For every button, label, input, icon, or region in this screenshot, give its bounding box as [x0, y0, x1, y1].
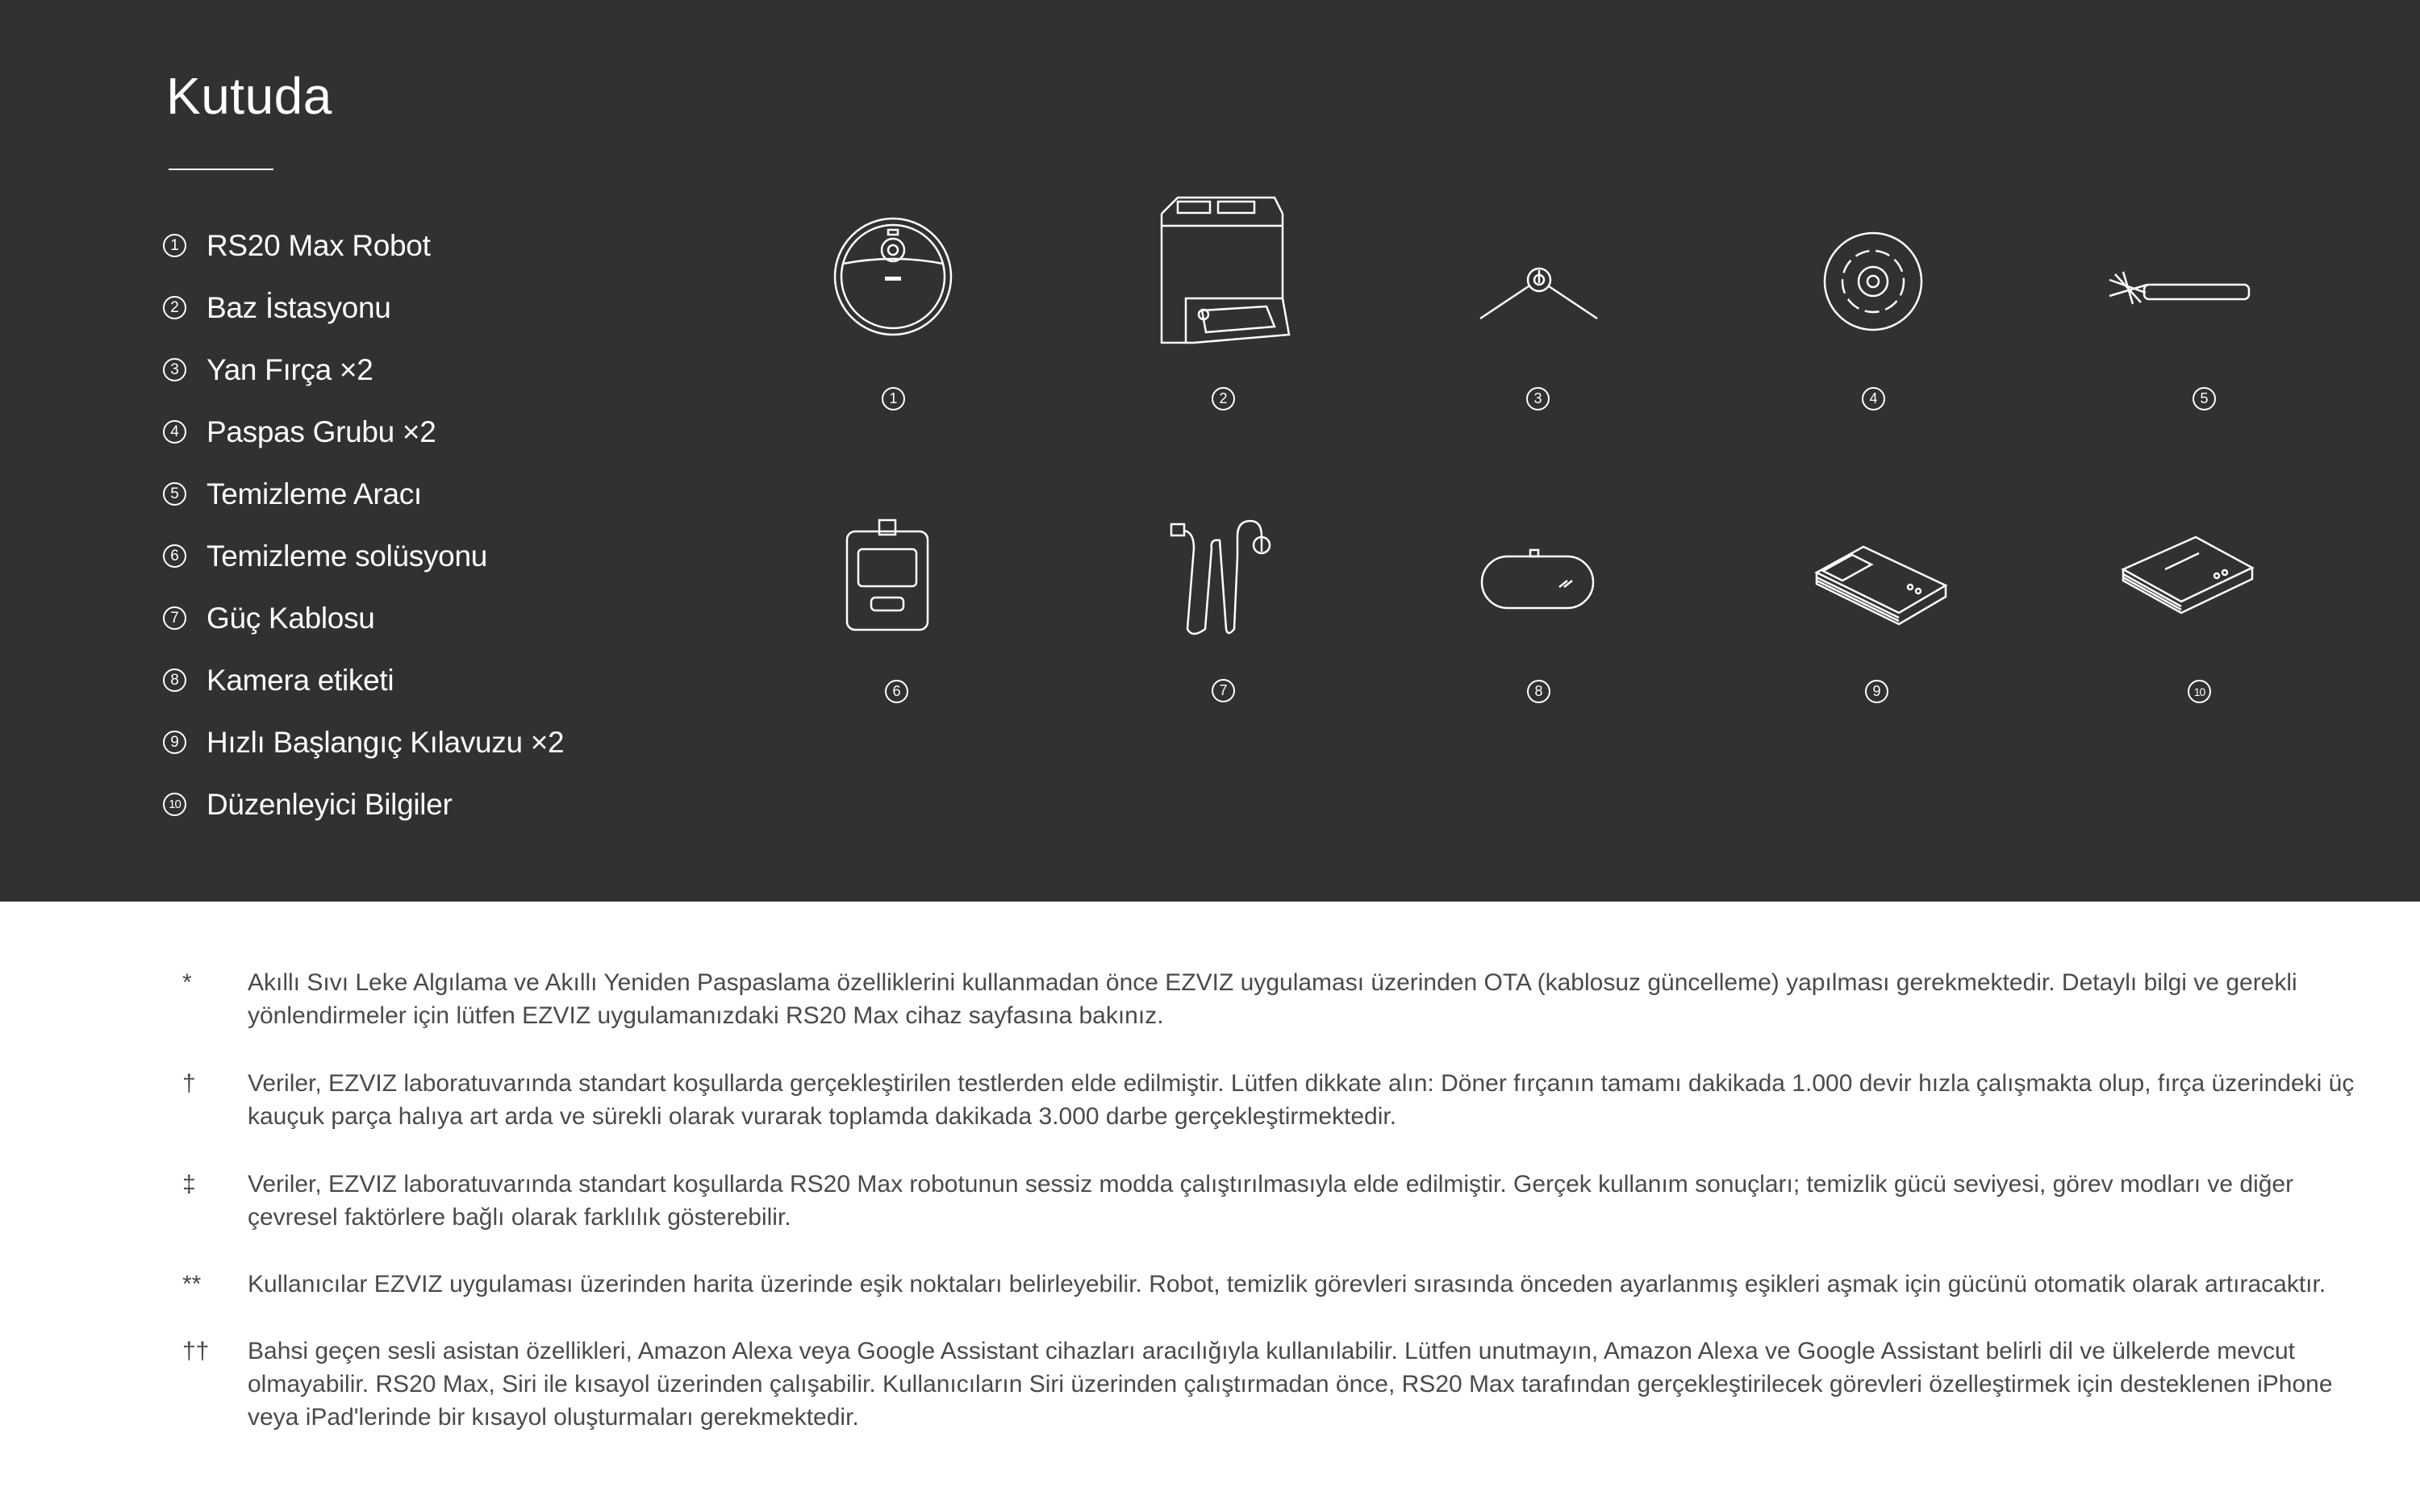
item-label: Güç Kablosu — [207, 601, 375, 635]
camera-sticker-icon — [1480, 548, 1601, 613]
product-number: 6 — [885, 680, 908, 703]
footnote-mark: † — [182, 1070, 196, 1097]
product-number: 2 — [1212, 387, 1235, 410]
product-number: 9 — [1865, 680, 1888, 703]
footnote-mark: ** — [182, 1271, 202, 1297]
item-number: 2 — [163, 296, 186, 319]
list-item — [163, 277, 564, 339]
product-number: 8 — [1527, 680, 1550, 703]
footnote-mark: †† — [182, 1338, 210, 1364]
footnote — [182, 1168, 2376, 1234]
footnote-text: Bahsi geçen sesli asistan özellikleri, Amazon Alexa veya Google Assistant cihazları aracılığıyla kullanılabilir. Lütfen unutmayın, Amazon Alexa ve Google Assistant belirli dil ve ülkelerde mevcut olmayabilir. RS20 Max, Siri ile kısayol üzerinden çalışabilir. Kullanıcıların Siri üzerinden çalıştırmadan önce, RS20 Max tarafından gerçekleştirilecek görevleri özelleştirmek için desteklenen iPhone veya iPad'lerinde bir kısayol oluşturmaları gerekmektedir. — [248, 1338, 2333, 1431]
list-item — [163, 649, 564, 711]
item-label: Temizleme solüsyonu — [207, 539, 488, 573]
footnote-mark: * — [182, 969, 192, 996]
power-cable-icon — [1170, 516, 1275, 645]
list-item — [163, 463, 564, 525]
product-number: 4 — [1862, 387, 1885, 410]
list-item — [163, 401, 564, 463]
footnote — [182, 1268, 2376, 1301]
product-number: 5 — [2193, 387, 2216, 410]
quick-start-guide-icon — [1815, 540, 1952, 629]
item-label: Baz İstasyonu — [207, 290, 391, 324]
footnotes-section — [0, 902, 2420, 1512]
item-label: Temizleme Aracı — [207, 477, 422, 510]
item-number: 1 — [163, 234, 186, 257]
footnote — [182, 1335, 2376, 1434]
item-number: 8 — [163, 669, 186, 692]
product-number: 7 — [1212, 679, 1235, 702]
footnote — [182, 1067, 2376, 1133]
footnote-text: Kullanıcılar EZVIZ uygulaması üzerinden harita üzerinde eşik noktaları belirleyebilir. Robot, temizlik görevleri sırasında önceden ayarlanmış eşikleri aşmak için gücünü otomatik olarak artıracaktır. — [248, 1271, 2326, 1297]
product-number: 3 — [1526, 387, 1550, 410]
contents-list — [163, 215, 564, 835]
item-number: 10 — [163, 793, 186, 816]
robot-vacuum-icon — [835, 214, 956, 343]
footnote-text: Akıllı Sıvı Leke Algılama ve Akıllı Yeniden Paspaslama özelliklerini kullanmadan önce EZVIZ uygulaması üzerinden OTA (kablosuz güncelleme) yapılması gerekmektedir. Detaylı bilgi ve gerekli yönlendirmeler için lütfen EZVIZ uygulamanızdaki RS20 Max cihaz sayfasına bakınız. — [248, 969, 2297, 1029]
list-item — [163, 711, 564, 773]
item-label: Paspas Grubu ×2 — [207, 414, 436, 448]
item-number: 7 — [163, 606, 186, 630]
cleaning-solution-icon — [847, 520, 936, 633]
item-number: 9 — [163, 731, 186, 754]
product-number: 10 — [2188, 680, 2211, 703]
item-number: 4 — [163, 420, 186, 444]
list-item — [163, 773, 564, 835]
regulatory-info-icon — [2122, 532, 2259, 621]
list-item — [163, 215, 564, 277]
list-item — [163, 339, 564, 401]
item-label: Hızlı Başlangıç Kılavuzu ×2 — [207, 725, 565, 759]
item-label: RS20 Max Robot — [207, 228, 431, 262]
mop-pad-icon — [1823, 231, 1928, 336]
footnote — [182, 966, 2376, 1032]
title-underline — [169, 169, 273, 170]
product-number: 1 — [882, 387, 905, 410]
item-number: 5 — [163, 482, 186, 506]
item-label: Kamera etiketi — [207, 663, 394, 697]
item-label: Yan Fırça ×2 — [207, 352, 373, 386]
footnote-text: Veriler, EZVIZ laboratuvarında standart koşullarda gerçekleştirilen testlerden elde edilmiştir. Lütfen dikkate alın: Döner fırçanın tamamı dakikada 1.000 devir hızla çalışmakta olup, fırça üzerindeki üç kauçuk parça halıya art arda ve sürekli olarak vurarak toplamda dakikada 3.000 darbe gerçekleştirmektedir. — [248, 1070, 2355, 1130]
item-number: 3 — [163, 358, 186, 381]
item-label: Düzenleyici Bilgiler — [207, 787, 453, 821]
list-item — [163, 525, 564, 587]
section-title: Kutuda — [166, 67, 332, 125]
cleaning-tool-icon — [2105, 270, 2259, 319]
item-number: 6 — [163, 544, 186, 568]
list-item — [163, 587, 564, 649]
side-brush-icon — [1476, 262, 1605, 327]
footnote-mark: ‡ — [182, 1171, 196, 1198]
base-station-icon — [1154, 194, 1291, 355]
footnote-text: Veriler, EZVIZ laboratuvarında standart koşullarda RS20 Max robotunun sessiz modda çalıştırılmasıyla elde edilmiştir. Gerçek kullanım sonuçları; temizlik gücü seviyesi, görev modları ve diğer çevresel faktörlere bağlı olarak farklılık gösterebilir. — [248, 1171, 2294, 1231]
